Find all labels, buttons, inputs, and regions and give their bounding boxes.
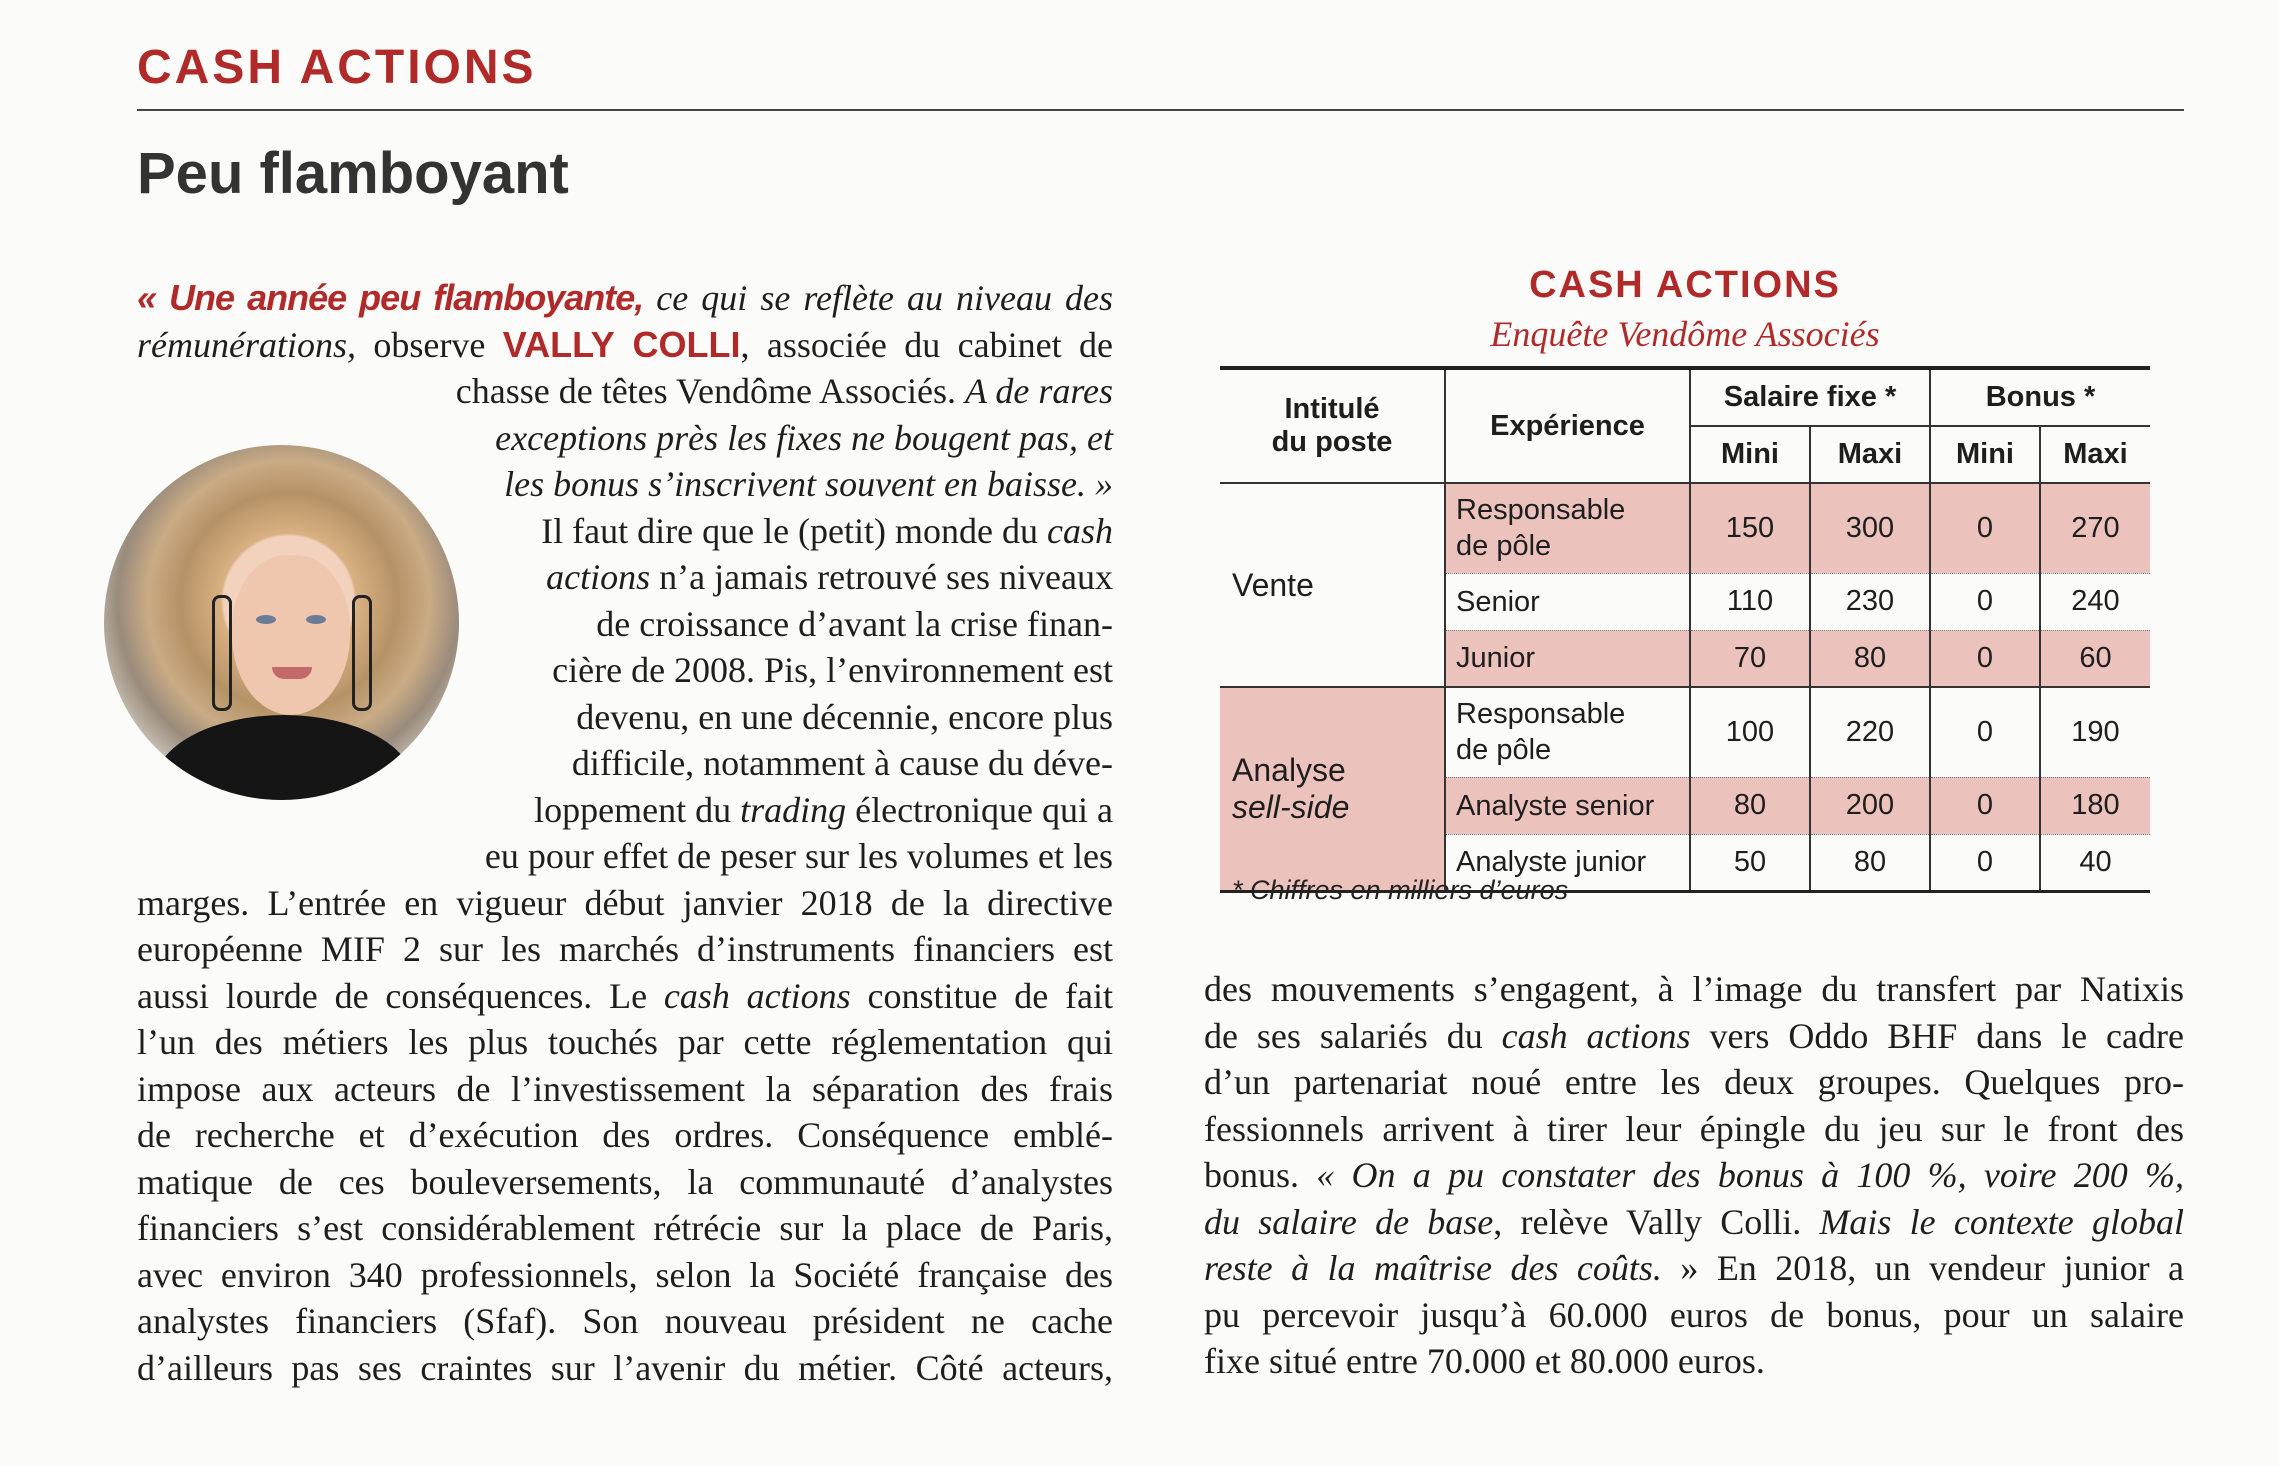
text-line: loppement du trading électronique qui a: [534, 789, 1113, 830]
text-line: Il faut dire que le (petit) monde du cash: [541, 510, 1113, 551]
text-line: d’un partenariat noué entre les deux groupes. Quelques pro-: [1204, 1062, 2184, 1102]
header-bonus: Bonus *: [1930, 368, 2150, 426]
intro-quote-lead: « Une année peu flamboyante,: [137, 277, 644, 318]
text-line: de recherche et d’exécution des ordres. Conséquence emblé-: [137, 1115, 1113, 1155]
value-cell: 80: [1690, 777, 1810, 834]
text-line: cière de 2008. Pis, l’environnement est: [552, 650, 1113, 690]
left-column: [137, 275, 1113, 1391]
header-poste: Intitulé du poste: [1220, 368, 1445, 483]
value-cell: 100: [1690, 687, 1810, 777]
experience-cell: Responsable de pôle: [1445, 687, 1690, 777]
intro-line-3: chasse de têtes Vendôme Associés. A de rares: [455, 371, 1113, 411]
experience-cell: Analyste junior: [1445, 834, 1690, 891]
table-title: CASH ACTIONS: [1529, 264, 1841, 306]
article-headline: Peu flamboyant: [137, 141, 569, 206]
header-bonus-mini: Mini: [1930, 426, 2040, 483]
value-cell: 180: [2040, 777, 2150, 834]
value-cell: 270: [2040, 483, 2150, 573]
text-line: matique de ces bouleversements, la communauté d’analystes: [137, 1161, 1113, 1202]
value-cell: 50: [1690, 834, 1810, 891]
value-cell: 60: [2040, 630, 2150, 687]
right-body: [1204, 966, 2184, 1385]
text-line: financiers s’est considérablement rétrécie sur la place de Paris,: [137, 1208, 1113, 1248]
value-cell: 0: [1930, 834, 2040, 891]
text-line: marges. L’entrée en vigueur début janvier 2018 de la directive: [137, 882, 1113, 923]
text-line: aussi lourde de conséquences. Le cash actions constitue de fait: [137, 975, 1114, 1016]
experience-cell: Junior: [1445, 630, 1690, 687]
text-line: avec environ 340 professionnels, selon la Société française des: [137, 1254, 1113, 1295]
header-salaire-maxi: Maxi: [1810, 426, 1930, 483]
experience-cell: Responsable de pôle: [1445, 483, 1690, 573]
value-cell: 80: [1810, 630, 1930, 687]
intro-line-1: « Une année peu flamboyante, ce qui se reflète au niveau des: [137, 277, 1113, 318]
text-line: analystes financiers (Sfaf). Son nouveau président ne cache: [137, 1301, 1113, 1341]
value-cell: 0: [1930, 573, 2040, 630]
text-line: impose aux acteurs de l’investissement la séparation des frais: [137, 1068, 1113, 1109]
category-analyse: Analyse sell-side: [1220, 687, 1445, 891]
value-cell: 300: [1810, 483, 1930, 573]
value-cell: 0: [1930, 630, 2040, 687]
text-line: de croissance d’avant la crise finan-: [596, 603, 1113, 644]
section-kicker: CASH ACTIONS: [137, 41, 537, 94]
value-cell: 110: [1690, 573, 1810, 630]
value-cell: 200: [1810, 777, 1930, 834]
value-cell: 240: [2040, 573, 2150, 630]
value-cell: 70: [1690, 630, 1810, 687]
intro-line-2: rémunérations, observe VALLY COLLI, associée du cabinet de: [137, 323, 1113, 365]
header-bonus-maxi: Maxi: [2040, 426, 2150, 483]
value-cell: 40: [2040, 834, 2150, 891]
text-line: d’ailleurs pas ses craintes sur l’avenir du métier. Côté acteurs,: [137, 1347, 1113, 1388]
text-line: fessionnels arrivent à tirer leur épingle du jeu sur le front des: [1204, 1108, 2184, 1149]
value-cell: 0: [1930, 777, 2040, 834]
value-cell: 0: [1930, 687, 2040, 777]
category-vente: Vente: [1220, 483, 1445, 687]
text-line: de ses salariés du cash actions vers Oddo BHF dans le cadre: [1204, 1015, 2184, 1056]
text-line: actions n’a jamais retrouvé ses niveaux: [546, 557, 1113, 597]
text-line: fixe situé entre 70.000 et 80.000 euros.: [1204, 1341, 1765, 1381]
header-rule: [137, 109, 2184, 111]
text-line: pu percevoir jusqu’à 60.000 euros de bonus, pour un salaire: [1204, 1294, 2184, 1335]
table-footnote: * Chiffres en milliers d’euros: [1232, 875, 1569, 905]
value-cell: 0: [1930, 483, 2040, 573]
intro-line-4: exceptions près les fixes ne bougent pas, et: [495, 417, 1113, 458]
value-cell: 230: [1810, 573, 1930, 630]
experience-cell: Analyste senior: [1445, 777, 1690, 834]
left-body: [137, 508, 1113, 1392]
text-line: difficile, notamment à cause du déve-: [571, 743, 1113, 783]
value-cell: 150: [1690, 483, 1810, 573]
value-cell: 190: [2040, 687, 2150, 777]
header-salaire: Salaire fixe *: [1690, 368, 1930, 426]
text-line: des mouvements s’engagent, à l’image du transfert par Natixis: [1204, 969, 2184, 1009]
salary-table: [1220, 366, 2150, 893]
experience-cell: Senior: [1445, 573, 1690, 630]
value-cell: 220: [1810, 687, 1930, 777]
text-line: du salaire de base, relève Vally Colli. Mais le contexte global: [1204, 1201, 2184, 1242]
text-line: eu pour effet de peser sur les volumes et les: [484, 836, 1113, 876]
text-line: l’un des métiers les plus touchés par cette réglementation qui: [137, 1022, 1113, 1062]
text-line: reste à la maîtrise des coûts. » En 2018, un vendeur junior a: [1204, 1248, 2185, 1288]
table-row: [1220, 483, 2150, 573]
table-subtitle: Enquête Vendôme Associés: [1490, 314, 1880, 354]
text-line: européenne MIF 2 sur les marchés d’instruments financiers est: [137, 929, 1113, 969]
person-name: VALLY COLLI: [502, 323, 741, 365]
value-cell: 80: [1810, 834, 1930, 891]
header-salaire-mini: Mini: [1690, 426, 1810, 483]
table-row: [1220, 687, 2150, 777]
text-line: bonus. « On a pu constater des bonus à 100 %, voire 200 %,: [1204, 1155, 2184, 1195]
intro-line-5: les bonus s’inscrivent souvent en baisse. »: [504, 464, 1113, 504]
right-column: [1204, 966, 2184, 1385]
header-experience: Expérience: [1445, 368, 1690, 483]
text-line: devenu, en une décennie, encore plus: [576, 696, 1113, 737]
